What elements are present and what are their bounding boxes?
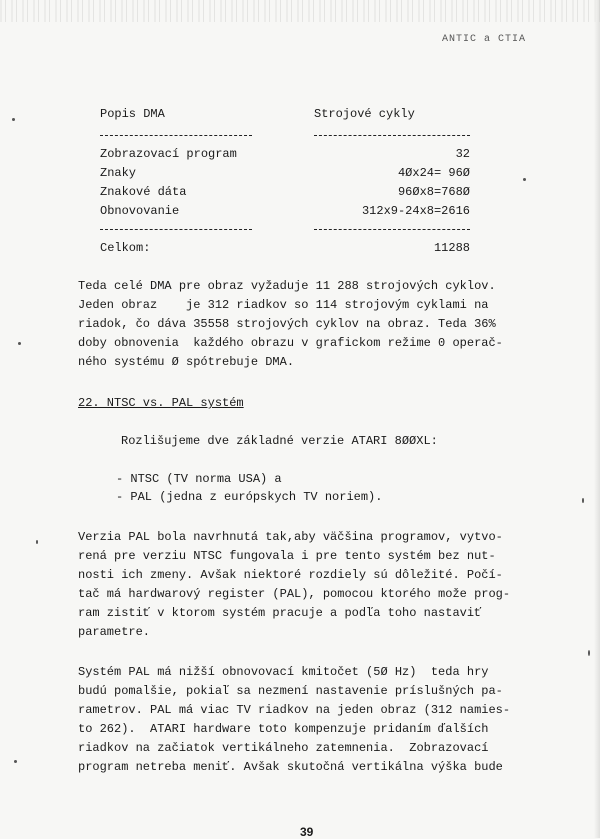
scan-speck (36, 540, 38, 544)
table-rule (100, 229, 252, 230)
table-rule (314, 229, 470, 230)
text-line: Teda celé DMA pre obraz vyžaduje 11 288 strojových cyklov. (78, 279, 496, 293)
text-line: riadok, čo dáva 35558 strojových cyklov na obraz. Teda 36% (78, 317, 496, 331)
table-row (100, 185, 470, 201)
text-line: Systém PAL má nižší obnovovací kmitočet (5Ø Hz) teda hry (78, 665, 489, 679)
row-label: Zobrazovací program (100, 147, 237, 161)
row-value: 4Øx24= 96Ø (397, 166, 470, 180)
text-line: ného systému Ø spótrebuje DMA. (78, 355, 295, 369)
scan-speck (523, 178, 526, 181)
list-item-pal: - PAL (jedna z európskych TV noriem). (116, 490, 383, 504)
scan-speck (588, 650, 590, 656)
text-line: rená pre verziu NTSC fungovala i pre tento systém bez nut- (78, 549, 496, 563)
table-row (100, 204, 470, 220)
scan-edge-shadow (594, 0, 600, 838)
table-header-row (100, 107, 470, 123)
row-label: Obnovovanie (100, 204, 180, 218)
text-line: doby obnovenia každého obrazu v grafickom režime 0 operač- (78, 336, 503, 350)
text-line: to 262). ATARI hardware toto kompenzuje pridaním ďalších (78, 722, 489, 736)
intro-line: Rozlišujeme dve základné verzie ATARI 8ØØXL: (121, 434, 438, 448)
text-line: nosti ich zmeny. Avšak niektoré rozdiely sú dôležité. Počí- (78, 568, 503, 582)
page-number: 39 (300, 825, 314, 839)
scan-speck (14, 760, 17, 763)
table-rule (314, 135, 470, 136)
scan-speck (18, 342, 21, 345)
text-line: ram zistiť v ktorom systém pracuje a podľa toho nastaviť (78, 606, 482, 620)
text-line: parametre. (78, 625, 151, 639)
total-label: Celkom: (100, 241, 151, 255)
scan-speck (582, 498, 584, 503)
list-item-ntsc: - NTSC (TV norma USA) a (116, 472, 282, 486)
table-rule (100, 135, 252, 136)
text-line: budú pomalšie, pokiaľ sa nezmení nastavenie príslušných pa- (78, 684, 503, 698)
text-line: program netreba meniť. Avšak skutočná vertikálna výška bude (78, 760, 503, 774)
table-header-cycles: Strojové cykly (314, 107, 415, 121)
text-line: riadkov na začiatok vertikálneho zatemnenia. Zobrazovací (78, 741, 489, 755)
text-line: rametrov. PAL má viac TV riadkov na jeden obraz (312 namies- (78, 703, 511, 717)
paragraph-dma-summary (78, 277, 540, 372)
text-line: tač má hardwarový register (PAL), pomocou ktorého može prog- (78, 587, 511, 601)
section-heading: 22. NTSC vs. PAL systém (78, 396, 244, 410)
text-line: Jeden obraz je 312 riadkov so 114 strojovým cyklami na (78, 298, 489, 312)
row-label: Znakové dáta (100, 185, 187, 199)
scan-noise (0, 0, 600, 22)
row-value: 32 (455, 147, 470, 161)
total-value: 11288 (433, 241, 470, 255)
scan-speck (12, 118, 15, 121)
text-line: Verzia PAL bola navrhnutá tak,aby väčšina programov, vytvo- (78, 530, 503, 544)
row-value: 312x9-24x8=2616 (361, 204, 470, 218)
table-header-description: Popis DMA (100, 107, 165, 121)
table-row (100, 147, 470, 163)
table-row (100, 166, 470, 182)
row-label: Znaky (100, 166, 137, 180)
running-head: ANTIC a CTIA (442, 34, 527, 45)
table-total-row (100, 241, 470, 257)
paragraph-pal-refresh (78, 663, 540, 777)
row-value: 96Øx8=768Ø (397, 185, 470, 199)
paragraph-pal-design (78, 528, 540, 642)
